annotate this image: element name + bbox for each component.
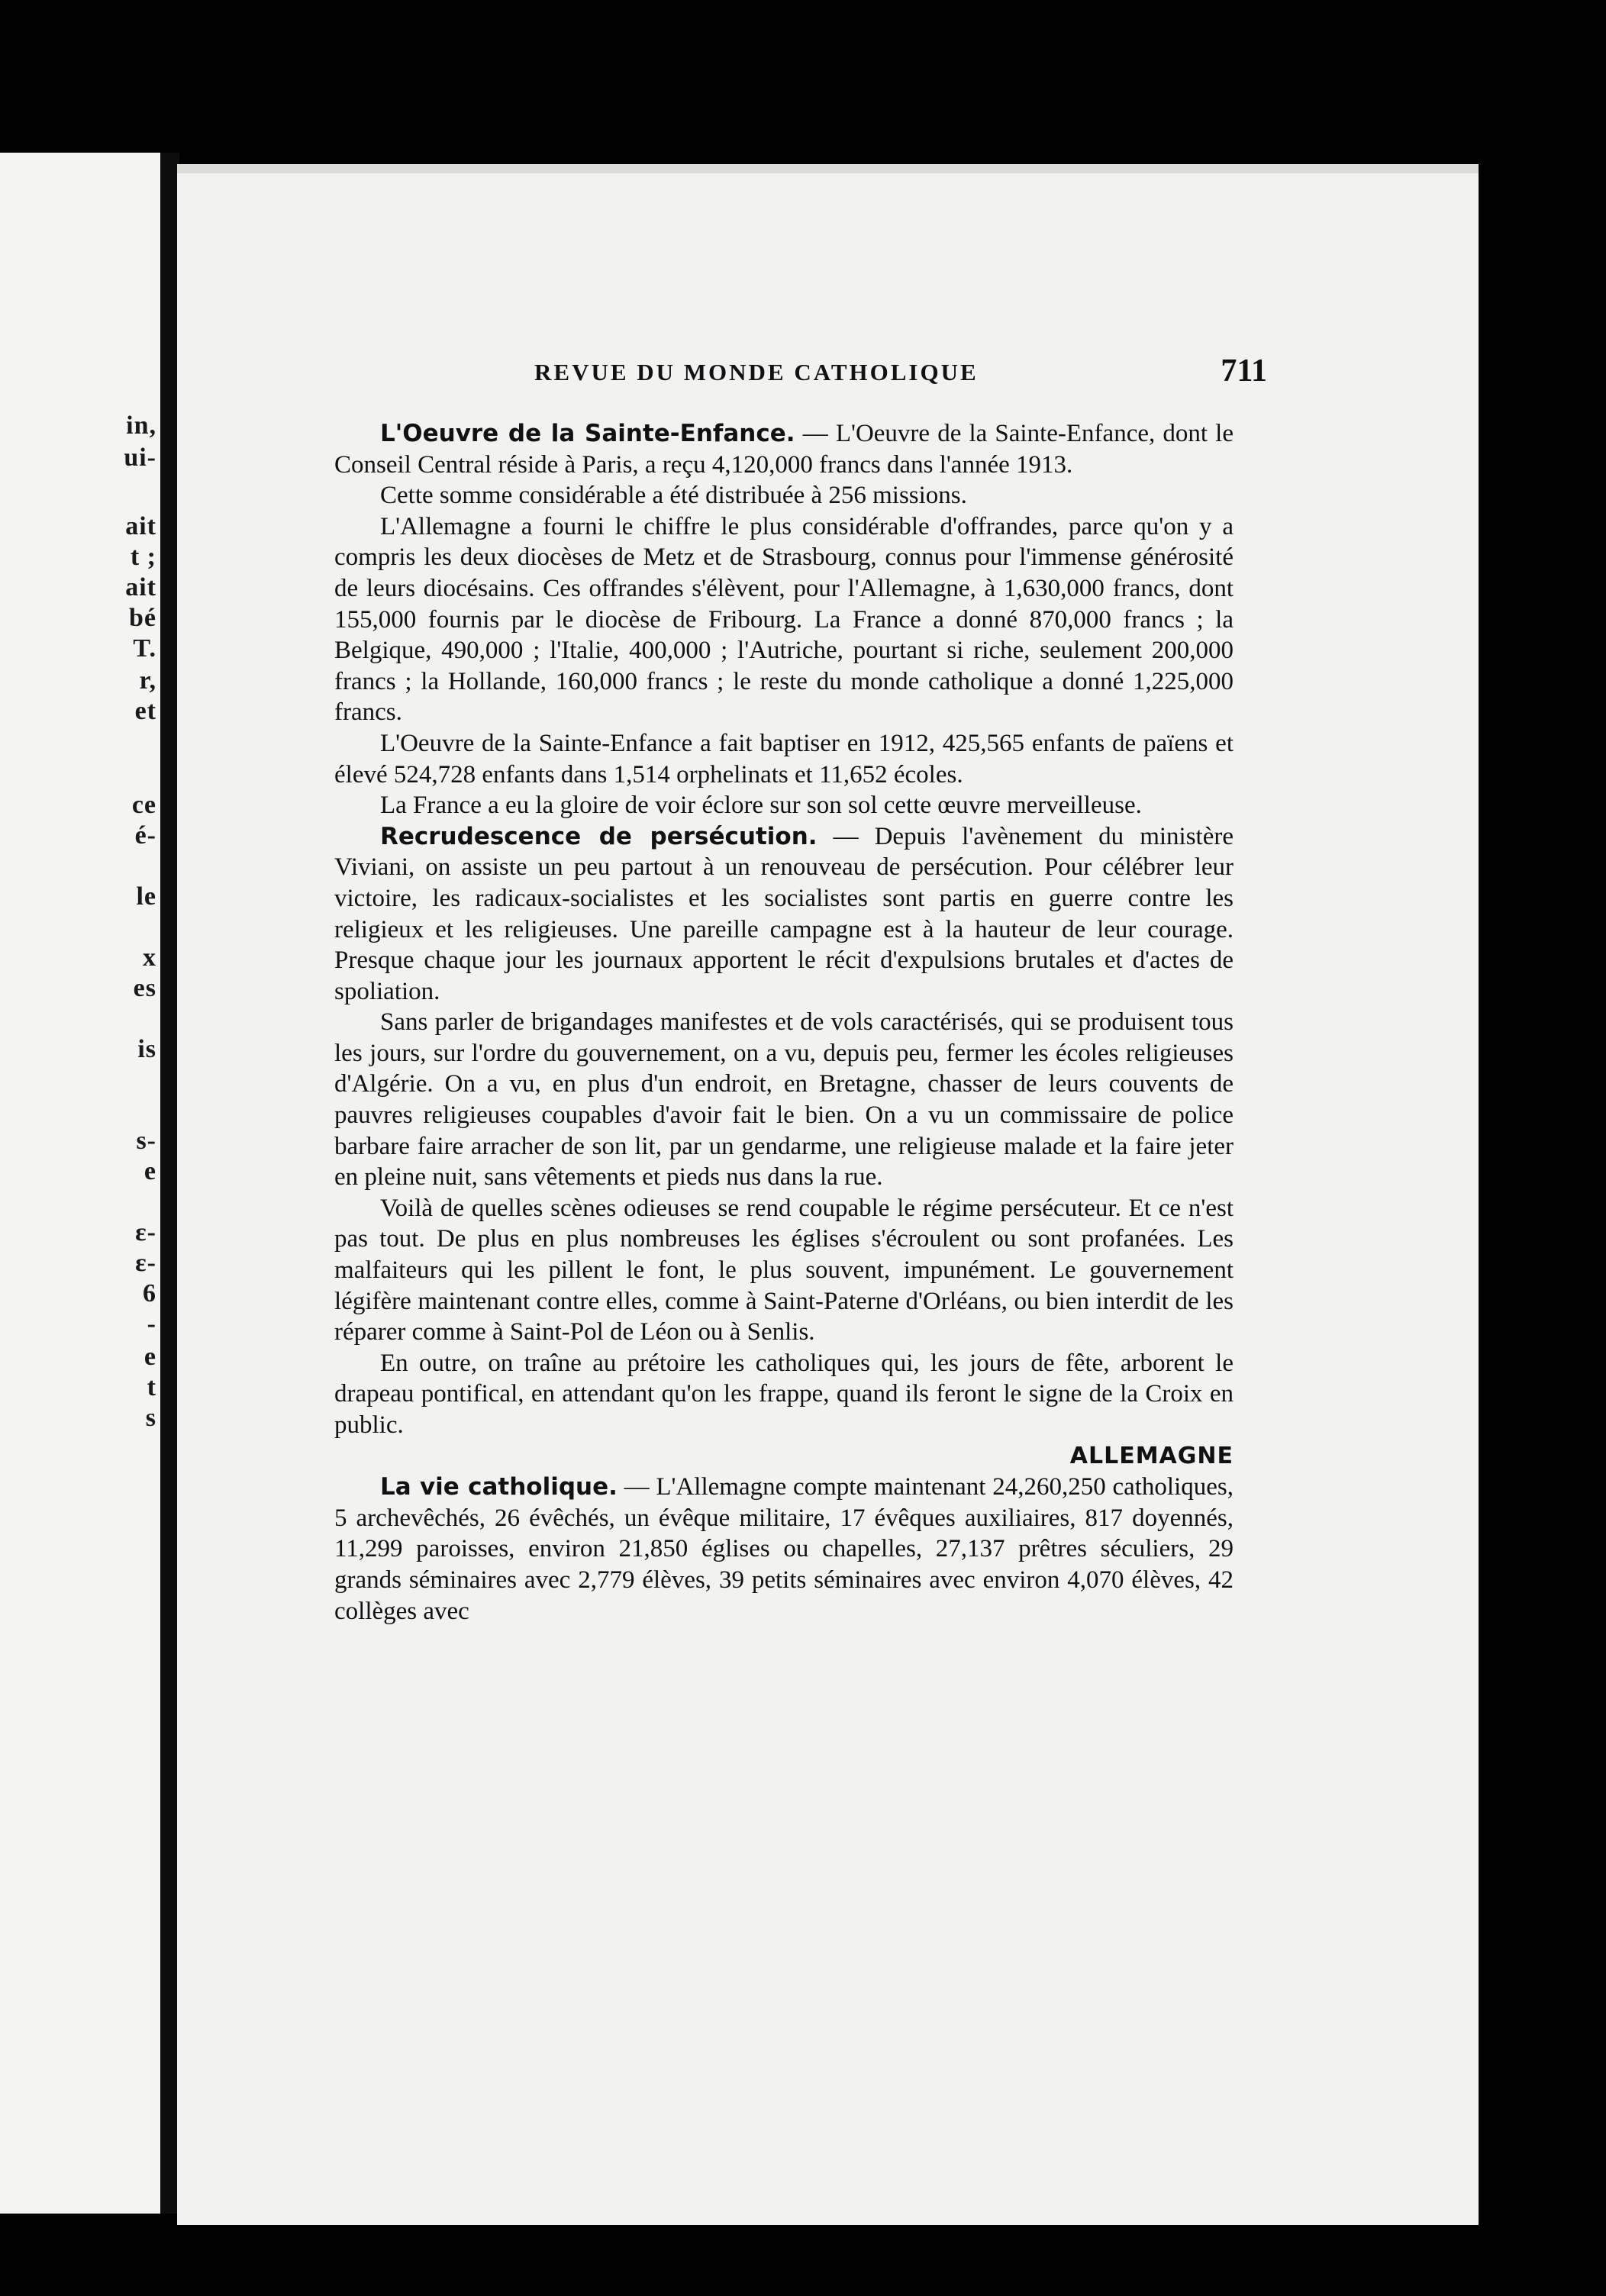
prev-page-fragment: e (144, 1343, 156, 1371)
paragraph-text: — L'Oeuvre de la Sainte-Enfance, dont le Conseil Central réside à Paris, a reçu 4,120,000 francs dans l'année 1913. (334, 420, 1234, 479)
prev-page-fragment: - (147, 1310, 156, 1338)
paragraph-somme (334, 480, 1234, 511)
prev-page-fragment: ait (125, 512, 156, 540)
prev-page-fragment: é- (134, 821, 156, 850)
paragraph-text: Voilà de quelles scènes odieuses se rend coupable le régime persécuteur. Et ce n'est pas tout. De plus en plus nombreuses les églises s'écroulent ou sont profanées. Les malfaiteurs qui les pillent le font, le plus souvent, impunément. Le gouvernement légifère maintenant contre elles, comme à Saint-Paterne d'Orléans, ou bien interdit de les réparer comme à Saint-Pol de Léon ou à Senlis. (334, 1194, 1234, 1346)
page-top-edge (177, 164, 1479, 173)
prev-page-fragment: bé (129, 604, 156, 632)
body-text (334, 418, 1234, 1627)
paragraph-text: L'Allemagne a fourni le chiffre le plus considérable d'offrandes, parce qu'on y a compris les deux diocèses de Metz et de Strasbourg, connus pour l'immense générosité de leurs diocésains. Ces offrandes s'élèvent, pour l'Allemagne, à 1,630,000 francs, dont 155,000 fournis par le diocèse de Fribourg. La France a donné 870,000 francs ; la Belgique, 490,000 ; l'Italie, 400,000 ; l'Autriche, pourtant si riche, seulement 200,000 francs ; la Hollande, 160,000 francs ; le reste du monde catholique a donné 1,225,000 francs. (334, 512, 1234, 727)
paragraph-pretoire (334, 1348, 1234, 1441)
prev-page-fragment: s (145, 1404, 156, 1432)
section-title: ALLEMAGNE (1069, 1442, 1234, 1469)
prev-page-fragment: e (144, 1157, 156, 1185)
paragraph-sainte-enfance (334, 418, 1234, 480)
running-head: REVUE DU MONDE CATHOLIQUE (534, 359, 979, 385)
paragraph-scenes (334, 1193, 1234, 1348)
prev-page-fragment: es (133, 974, 156, 1002)
paragraph-heading: La vie catholique. (380, 1473, 618, 1501)
prev-page-fragment: ui- (124, 443, 156, 472)
prev-page-fragment: in, (126, 411, 156, 440)
prev-page-fragment: T. (133, 634, 156, 663)
paragraph-gloire (334, 790, 1234, 821)
prev-page-fragment: 6 (143, 1279, 156, 1308)
prev-page-fragment: t ; (130, 543, 156, 571)
paragraph-text: Sans parler de brigandages manifestes et de vols caractérisés, qui se produisent tous les jours, sur l'ordre du gouvernement, on a vu, depuis peu, fermer les écoles religieuses d'Algérie. On a vu, en plus d'un endroit, en Bretagne, chasser de leurs couvents de pauvres religieuses coupables d'avoir fait le bien. On a vu un commissaire de police barbare faire arracher de son lit, par un gendarme, une religieuse malade et la faire jeter en pleine nuit, sans vêtements et pieds nus dans la rue. (334, 1008, 1234, 1192)
paragraph-vie-catholique (334, 1472, 1234, 1627)
paragraph-baptiser (334, 728, 1234, 790)
prev-page-fragment: r, (139, 666, 156, 695)
prev-page-fragment: le (136, 882, 156, 911)
paragraph-text: En outre, on traîne au prétoire les catholiques qui, les jours de fête, arborent le drapeau pontifical, en attendant qu'on les frappe, quand ils feront le signe de la Croix en public. (334, 1349, 1234, 1439)
paragraph-text: La France a eu la gloire de voir éclore sur son sol cette œuvre merveilleuse. (380, 792, 1142, 820)
paragraph-text: — L'Allemagne compte maintenant 24,260,250 catholiques, 5 archevêchés, 26 évêchés, un évêque militaire, 17 évêques auxiliaires, 817 doyennés, 11,299 paroisses, environ 21,850 églises ou chapelles, 27,137 prêtres séculiers, 29 grands séminaires avec 2,779 élèves, 39 petits séminaires avec environ 4,070 élèves, 42 collèges avec (334, 1473, 1234, 1625)
prev-page-fragment: x (143, 943, 156, 972)
paragraph-offrandes (334, 511, 1234, 728)
paragraph-text: Cette somme considérable a été distribuée à 256 missions. (380, 482, 967, 510)
prev-page-fragment: ce (131, 791, 156, 819)
paragraph-heading: Recrudescence de persécution. (380, 822, 818, 850)
prev-page-fragment: et (134, 697, 156, 725)
paragraph-brigandages (334, 1007, 1234, 1193)
page-number: 711 (1221, 353, 1267, 389)
previous-page-edge (0, 153, 160, 2214)
paragraph-text: L'Oeuvre de la Sainte-Enfance a fait baptiser en 1912, 425,565 enfants de païens et élevé 524,728 enfants dans 1,514 orphelinats et 11,652 écoles. (334, 729, 1234, 788)
prev-page-fragment: ε- (135, 1218, 156, 1246)
prev-page-fragment: is (137, 1035, 156, 1063)
prev-page-fragment: ait (125, 573, 156, 601)
prev-page-fragment: ε- (135, 1249, 156, 1277)
prev-page-fragment: s- (136, 1127, 156, 1155)
prev-page-fragment: t (147, 1373, 156, 1401)
paragraph-heading: L'Oeuvre de la Sainte-Enfance. (380, 420, 795, 447)
paragraph-recrudescence (334, 821, 1234, 1008)
paragraph-text: — Depuis l'avènement du ministère Viviani, on assiste un peu partout à un renouveau de persécution. Pour célébrer leur victoire, les radicaux-socialistes et les socialistes sont partis en guerre contre les religieux et les religieuses. Une pareille campagne est à la hauteur de leur courage. Presque chaque jour les journaux apportent le récit d'expulsions brutales et d'actes de spoliation. (334, 822, 1234, 1005)
